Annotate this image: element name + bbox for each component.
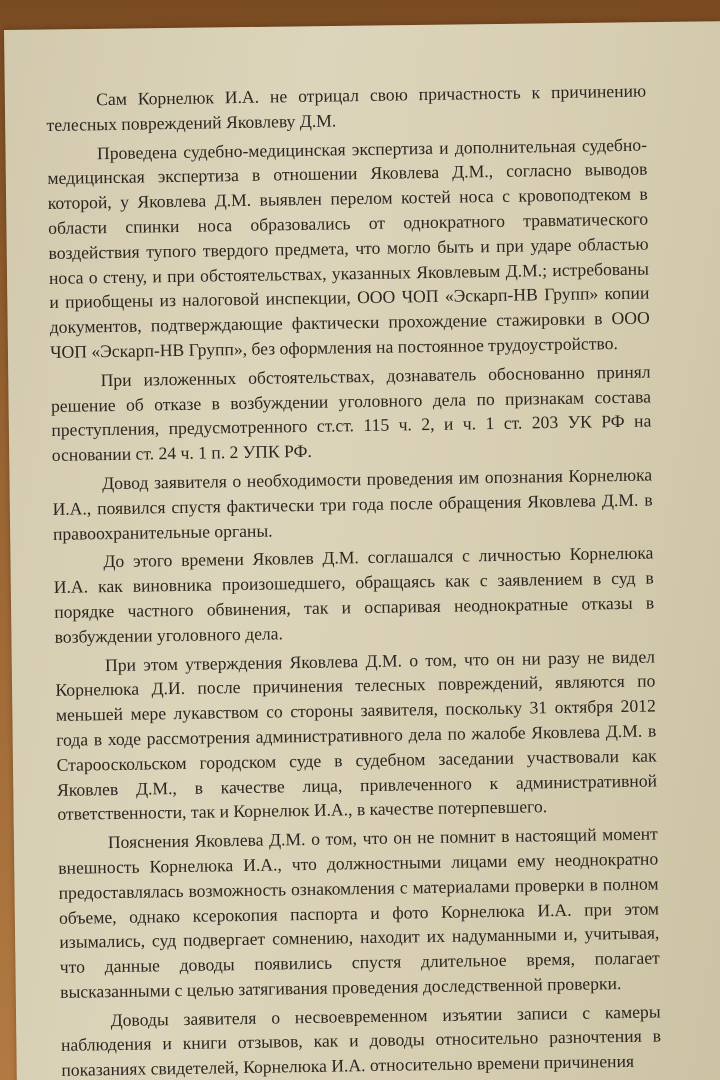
paragraph-7: Пояснения Яковлева Д.М. о том, что он не помнит в настоящий момент внешность Корнелюка И.А., что должностными лицами ему неоднократно предоставлялась возможность ознакомления с материалами проверки в полном объеме, однако ксерокопия паспорта и фото Корнелюка И.А. при этом изымались, суд подвергает сомнению, находит их надуманными и, учитывая, что данные доводы появились спустя длительное время, полагает высказанными с целью затягивания проведения доследственной проверки.: [58, 823, 660, 1002]
paragraph-2: Проведена судебно-медицинская экспертиза и дополнительная судебно-медицинская экспертиза в отношении Яковлева Д.М., согласно выводов которой, у Яковлева Д.М. выявлен перелом костей носа с кровоподтеком в области спинки носа образовались от однократного травматического воздействия тупого твердого предмета, что могло быть и при ударе областью носа о стену, и при обстоятельствах, указанных Яковлевым Д.М.; истребованы и приобщены из налоговой инспекции, ООО ЧОП «Эскарп-НВ Групп» копии документов, подтверждающие фактически прохождение стажировки в ООО ЧОП «Эскарп-НВ Групп», без оформления на постоянное трудоустройство.: [47, 134, 650, 362]
paragraph-3: При изложенных обстоятельствах, дознаватель обоснованно принял решение об отказе в возбуждении уголовного дела по признакам состава преступления, предусмотренного ст.ст. 115 ч. 2, и ч. 1 ст. 203 УК РФ на основании ст. 24 ч. 1 п. 2 УПК РФ.: [50, 361, 652, 466]
paragraph-4: Довод заявителя о необходимости проведения им опознания Корнелюка И.А., появился спустя фактически три года после обращения Яковлева Д.М. в правоохранительные органы.: [52, 464, 653, 544]
paragraph-5: До этого времени Яковлев Д.М. соглашался с личностью Корнелюка И.А. как виновника произошедшего, обращаясь как с заявлением в суд в порядке частного обвинения, так и оспаривая неоднократные отказы в возбуждении уголовного дела.: [53, 542, 655, 647]
paragraph-8: Доводы заявителя о несвоевременном изъятии записи с камеры наблюдения и книги отзывов, как и доводы относительно разночтения в показаниях свидетелей, Корнелюка И.А. относительно времени причинения: [60, 1001, 662, 1080]
paragraph-6: При этом утверждения Яковлева Д.М. о том, что он ни разу не видел Корнелюка Д.И. после причинения телесных повреждений, являются по меньшей мере лукавством со стороны заявителя, поскольку 31 октября 2012 года в ходе рассмотрения административного дела по жалобе Яковлева Д.М. в Старооскольском городском суде в судебном заседании участвовали как Яковлев Д.М., в качестве лица, привлеченного к административной ответственности, так и Корнелюк И.А., в качестве потерпевшего.: [55, 646, 658, 825]
paragraph-1: Сам Корнелюк И.А. не отрицал свою причастность к причинению телесных повреждений Яковлеву Д.М.: [46, 80, 647, 135]
document-text: [46, 79, 662, 1080]
